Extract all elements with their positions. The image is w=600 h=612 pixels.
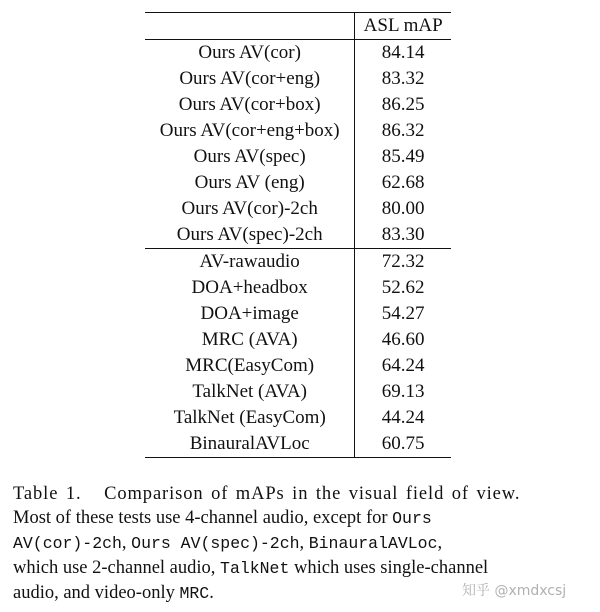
caption-text: ,	[299, 533, 305, 553]
value-cell: 83.32	[381, 68, 425, 89]
value-cell: 83.30	[355, 222, 451, 249]
method-cell: Ours AV(cor+eng)	[145, 66, 355, 92]
caption-code: BinauralAVLoc	[308, 534, 438, 553]
caption-code: MRC	[179, 584, 210, 603]
caption-label: Table 1.	[13, 484, 82, 504]
caption-text: which uses single-channel	[293, 558, 489, 578]
value-cell: 64.24	[381, 355, 425, 376]
method-cell: Ours AV(cor)	[145, 40, 355, 67]
caption-line-3	[13, 531, 587, 556]
table-row	[145, 144, 451, 170]
caption-text: .	[209, 583, 214, 603]
value-cell: 62.68	[381, 172, 425, 193]
value-cell: 46.60	[381, 329, 425, 350]
table-row	[145, 405, 451, 431]
table-header-row	[145, 13, 451, 40]
metric-column-header: ASL mAP	[355, 13, 451, 40]
table-row	[145, 118, 451, 144]
method-cell: Ours AV(cor)-2ch	[145, 196, 355, 222]
table-row	[145, 249, 451, 276]
method-cell: MRC(EasyCom)	[145, 353, 355, 379]
method-cell: Ours AV(cor+eng+box)	[145, 118, 355, 144]
table-row	[145, 275, 451, 301]
value-cell: 52.62	[381, 277, 425, 298]
value-cell: 60.75	[355, 431, 451, 458]
table-row	[145, 40, 451, 67]
method-cell: TalkNet (EasyCom)	[145, 405, 355, 431]
caption-line-4	[13, 556, 587, 581]
method-cell: DOA+headbox	[145, 275, 355, 301]
caption-code: Ours AV(spec)-2ch	[131, 534, 300, 553]
value-cell: 69.13	[381, 381, 425, 402]
watermark: 知乎 @xmdxcsj	[462, 583, 567, 599]
table-row	[145, 170, 451, 196]
results-table-container	[145, 12, 451, 458]
table-row	[145, 301, 451, 327]
table-row	[145, 66, 451, 92]
method-cell: BinauralAVLoc	[145, 431, 355, 458]
caption-text: audio, and video-only	[13, 583, 175, 603]
caption-code: AV(cor)-2ch	[13, 534, 122, 553]
table-row	[145, 327, 451, 353]
ours-methods-group	[145, 40, 451, 249]
caption-text: ,	[437, 533, 443, 553]
caption-text: Most of these tests use 4-channel audio, except for	[13, 508, 388, 528]
value-cell: 85.49	[381, 146, 425, 167]
method-cell: Ours AV (eng)	[145, 170, 355, 196]
value-cell: 80.00	[381, 198, 425, 219]
caption-line-1	[13, 482, 587, 506]
caption-code: Ours	[392, 509, 432, 528]
table-row	[145, 353, 451, 379]
method-cell: MRC (AVA)	[145, 327, 355, 353]
method-cell: AV-rawaudio	[145, 249, 355, 276]
table-row	[145, 379, 451, 405]
method-cell: DOA+image	[145, 301, 355, 327]
caption-text: ,	[121, 533, 127, 553]
value-cell: 86.25	[381, 94, 425, 115]
value-cell: 54.27	[381, 303, 425, 324]
method-cell: TalkNet (AVA)	[145, 379, 355, 405]
method-cell: Ours AV(spec)	[145, 144, 355, 170]
method-column-header	[145, 13, 355, 40]
table-row	[145, 92, 451, 118]
value-cell: 86.32	[381, 120, 425, 141]
value-cell: 72.32	[381, 251, 425, 272]
caption-text: Comparison of mAPs in the visual field of view.	[104, 484, 521, 504]
method-cell: Ours AV(cor+box)	[145, 92, 355, 118]
value-cell: 84.14	[381, 42, 425, 63]
value-cell: 44.24	[381, 407, 425, 428]
caption-code: TalkNet	[220, 559, 290, 578]
table-row	[145, 431, 451, 458]
baseline-methods-group	[145, 249, 451, 458]
table-row	[145, 222, 451, 249]
results-table	[145, 12, 451, 458]
caption-text: which use 2-channel audio,	[13, 558, 216, 578]
caption-line-2	[13, 506, 587, 531]
method-cell: Ours AV(spec)-2ch	[145, 222, 355, 249]
table-row	[145, 196, 451, 222]
